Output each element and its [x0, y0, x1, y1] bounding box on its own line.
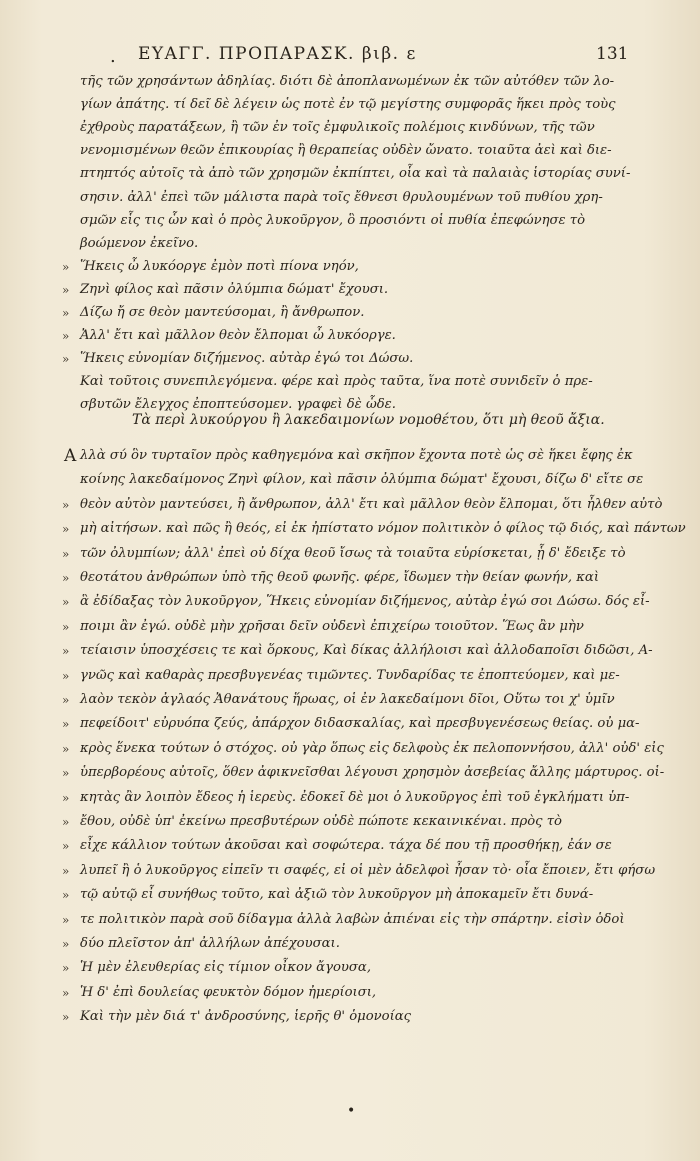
quote-marker: » [62, 839, 70, 854]
verse-line: Δίζω ἤ σε θεὸν μαντεύσομαι, ἢ ἄνθρωπον. [80, 305, 365, 320]
text-line: τείαισιν ὑποσχέσεις τε καὶ ὅρκους, Καὶ δίκας ἀλλήλοισι καὶ ἀλλοδαποῖσι διδῶσι, Α- [80, 643, 653, 659]
quote-marker: » [62, 522, 70, 537]
verse-line: Ἥκεις εὐνομίαν διζήμενος. αὐτὰρ ἐγώ τοι Δώσω. [80, 351, 414, 367]
text-line: μὴ αἰτήσων. καὶ πῶς ἢ θεός, εἰ ἐκ ἠπίστατο νόμον πολιτικὸν ὁ φίλος τῷ διός, καὶ πάντων [80, 521, 686, 537]
quote-marker: » [62, 668, 70, 683]
quote-marker: » [62, 1010, 70, 1025]
text-line: εἶχε κάλλιον τούτων ἀκοῦσαι καὶ σοφώτερα. τάχα δέ που τῇ προσθήκῃ, ἐάν σε [80, 838, 612, 854]
text-line: ὑπερβορέους αὐτοῖς, ὅθεν ἀφικνεῖσθαι λέγουσι χρησμὸν ἀσεβείας ἄλλης μάρτυρος. οἱ- [80, 765, 665, 781]
text-line: γίων ἀπάτης. τί δεῖ δὲ λέγειν ὡς ποτὲ ἐν τῷ μεγίστης συμφορᾶς ἥκει πρὸς τοὺς [80, 97, 616, 113]
text-line: σμῶν εἷς τις ὧν καὶ ὁ πρὸς λυκοῦργον, ὃ προσιόντι οἱ πυθία ἐπεφώνησε τὸ [80, 212, 586, 228]
text-line: Ἡ δ' ἐπὶ δουλείας φευκτὸν δόμον ἠμερίοισι, [80, 984, 377, 1000]
text-line: ποιμι ἂν ἐγώ. οὐδὲ μὴν χρῆσαι δεῖν οὐδενὶ ἐπιχείρω τοιοῦτον. Ἕως ἂν μὴν [80, 618, 584, 634]
quote-marker: » [62, 815, 70, 829]
text-line: γνῶς καὶ καθαρὰς πρεσβυγενέας τιμῶντες. Τυνδαρίδας τε ἐποπτεύομεν, καὶ με- [80, 667, 620, 683]
text-line: τῆς τῶν χρησάντων ἀδηλίας. διότι δὲ ἀποπλανωμένων ἐκ τῶν αὐτόθεν τῶν λο- [80, 74, 615, 89]
text-line: σησιν. ἀλλ' ἐπεὶ τῶν μάλιστα παρὰ τοῖς ἔθνεσι θρυλουμένων τοῦ πυθίου χρη- [80, 189, 603, 205]
text-line: θεὸν αὐτὸν μαντεύσει, ἢ ἄνθρωπον, ἀλλ' ἔτι καὶ μᾶλλον θεὸν ἔλπομαι, ὅτι ἦλθεν αὐτὸ [80, 496, 663, 512]
text-line: θεοτάτου ἀνθρώπων ὑπὸ τῆς θεοῦ φωνῆς. φέρε, ἴδωμεν τὴν θείαν φωνήν, καὶ [80, 570, 600, 585]
initial-letter: Α [64, 446, 77, 466]
quote-marker: » [62, 717, 70, 732]
text-line: λλὰ σύ ὃν τυρταῖον πρὸς καθηγεμόνα καὶ σκῆπον ἔχοντα ποτὲ ὡς σὲ ἥκει ἔφης ἐκ [80, 448, 633, 463]
verse-marker: » [62, 259, 70, 274]
quote-marker: » [62, 863, 70, 878]
page-number: 131 [596, 44, 629, 64]
verse-line: Ζηνὶ φίλος καὶ πᾶσιν ὀλύμπια δώματ' ἔχουσι. [80, 281, 389, 297]
text-line: Καὶ τὴν μὲν διά τ' ἀνδροσύνης, ἱερῆς θ' ὁμονοίας [80, 1009, 412, 1025]
quote-marker: » [62, 741, 70, 756]
quote-marker: » [62, 912, 70, 927]
verse-marker: » [62, 282, 70, 297]
text-line: κητὰς ἂν λοιπὸν ἔδεος ἡ ἱερεὺς. ἐδοκεῖ δὲ μοι ὁ λυκοῦργος ἐπὶ τοῦ ἐγκλήματι ὑπ- [80, 789, 630, 805]
verse-marker: » [62, 352, 70, 367]
quote-marker: » [62, 497, 70, 512]
verse-marker: » [62, 306, 70, 320]
text-line: Καὶ τοῦτοις συνεπιλεγόμενα. φέρε καὶ πρὸς ταῦτα, ἵνα ποτὲ συνιδεῖν ὁ πρε- [80, 374, 593, 390]
text-line: νενομισμένων θεῶν ἐπικουρίας ἢ θεραπείας οὐδὲν ὤνατο. τοιαῦτα ἀεὶ καὶ διε- [80, 143, 612, 159]
quote-marker: » [62, 546, 70, 561]
text-line: λυπεῖ ἢ ὁ λυκοῦργος εἰπεῖν τι σαφές, εἰ οἱ μὲν ἀδελφοὶ ἦσαν τὸ· οἷα ἔποιεν, ἔτι φήσω [80, 862, 656, 878]
text-line: κοίνης λακεδαίμονος Ζηνὶ φίλον, καὶ πᾶσιν ὀλύμπια δώματ' ἔχουσι, δίζω δ' εἴτε σε [80, 472, 644, 488]
section-title: Τὰ περὶ λυκούργου ἢ λακεδαιμονίων νομοθέτου, ὅτι μὴ θεοῦ ἄξια. [132, 412, 605, 428]
quote-marker: » [62, 595, 70, 610]
text-line: τε πολιτικὸν παρὰ σοῦ δίδαγμα ἀλλὰ λαβὼν ἀπιέναι εἰς τὴν σπάρτην. εἰσὶν ὁδοὶ [80, 911, 625, 927]
verse-marker: » [62, 329, 70, 344]
quote-marker: » [62, 961, 70, 976]
text-line: πτηπτός αὐτοῖς τὰ ἀπὸ τῶν χρησμῶν ἐκπίπτει, οἷα καὶ τὰ παλαιὰς ἱστορίας συνί- [80, 166, 631, 182]
text-line: βοώμενον ἐκεῖνο. [80, 235, 199, 251]
text-line: κρὸς ἕνεκα τούτων ὁ στόχος. οὐ γὰρ ὅπως εἰς δελφοὺς ἐκ πελοποννήσου, ἀλλ' οὐδ' εἰς [80, 740, 664, 756]
quote-marker: » [62, 937, 70, 951]
text-line: δύο πλεῖστον ἀπ' ἀλλήλων ἀπέχουσαι. [80, 936, 340, 951]
verse-line: Ἀλλ' ἔτι καὶ μᾶλλον θεὸν ἔλπομαι ὦ λυκόοργε. [80, 328, 396, 344]
text-line: Ἡ μὲν ἐλευθερίας εἰς τίμιον οἶκον ἄγουσα, [80, 960, 372, 976]
text-line: ἐχθροὺς παρατάξεων, ἢ τῶν ἐν τοῖς ἐμφυλικοῖς πολέμοις κινδύνων, τῆς τῶν [80, 120, 595, 136]
quote-marker: » [62, 888, 70, 903]
text-line: τῷ αὐτῷ εἶ συνήθως τοῦτο, καὶ ἀξιῶ τὸν λυκοῦργον μὴ ἀποκαμεῖν ἔτι δυνά- [80, 887, 594, 903]
text-line: ἔθου, οὐδὲ ὑπ' ἐκείνω πρεσβυτέρων οὐδὲ πώποτε κεκαινικέναι. πρὸς τὸ [80, 814, 562, 829]
text-line: σβυτῶν ἔλεγχος ἐποπτεύσομεν. γραφεὶ δὲ ὧδε. [80, 397, 396, 413]
running-title: ΕΥΑΓΓ. ΠΡΟΠΑΡΑΣΚ. βιβ. ε [138, 44, 417, 64]
text-line: λαὸν τεκὸν ἀγλαός Ἀθανάτους ἥρωας, οἱ ἐν λακεδαίμονι δῖοι, Οὕτω τοι χ' ὑμῖν [80, 692, 615, 707]
footer-dot: • [347, 1103, 356, 1119]
header-dot: . [110, 46, 116, 67]
quote-marker: » [62, 693, 70, 707]
verse-line: Ἥκεις ὦ λυκόοργε ἐμὸν ποτὶ πίονα νηόν, [80, 258, 359, 274]
quote-marker: » [62, 766, 70, 781]
quote-marker: » [62, 790, 70, 805]
quote-marker: » [62, 571, 70, 585]
quote-marker: » [62, 619, 70, 634]
text-line: πεφείδοιτ' εὐρυόπα ζεύς, ἀπάρχον διδασκαλίας, καὶ πρεσβυγενέσεως θείας. οὐ μα- [80, 716, 640, 732]
quote-marker: » [62, 985, 70, 1000]
text-line: τῶν ὀλυμπίων; ἀλλ' ἐπεὶ οὐ δίχα θεοῦ ἴσως τὰ τοιαῦτα εὑρίσκεται, ᾗ δ' ἔδειξε τὸ [80, 545, 626, 561]
quote-marker: » [62, 644, 70, 659]
text-line: ἃ ἐδίδαξας τὸν λυκοῦργον, Ἥκεις εὐνομίαν διζήμενος, αὐτὰρ ἐγώ σοι Δώσω. δός εἶ- [80, 594, 650, 610]
